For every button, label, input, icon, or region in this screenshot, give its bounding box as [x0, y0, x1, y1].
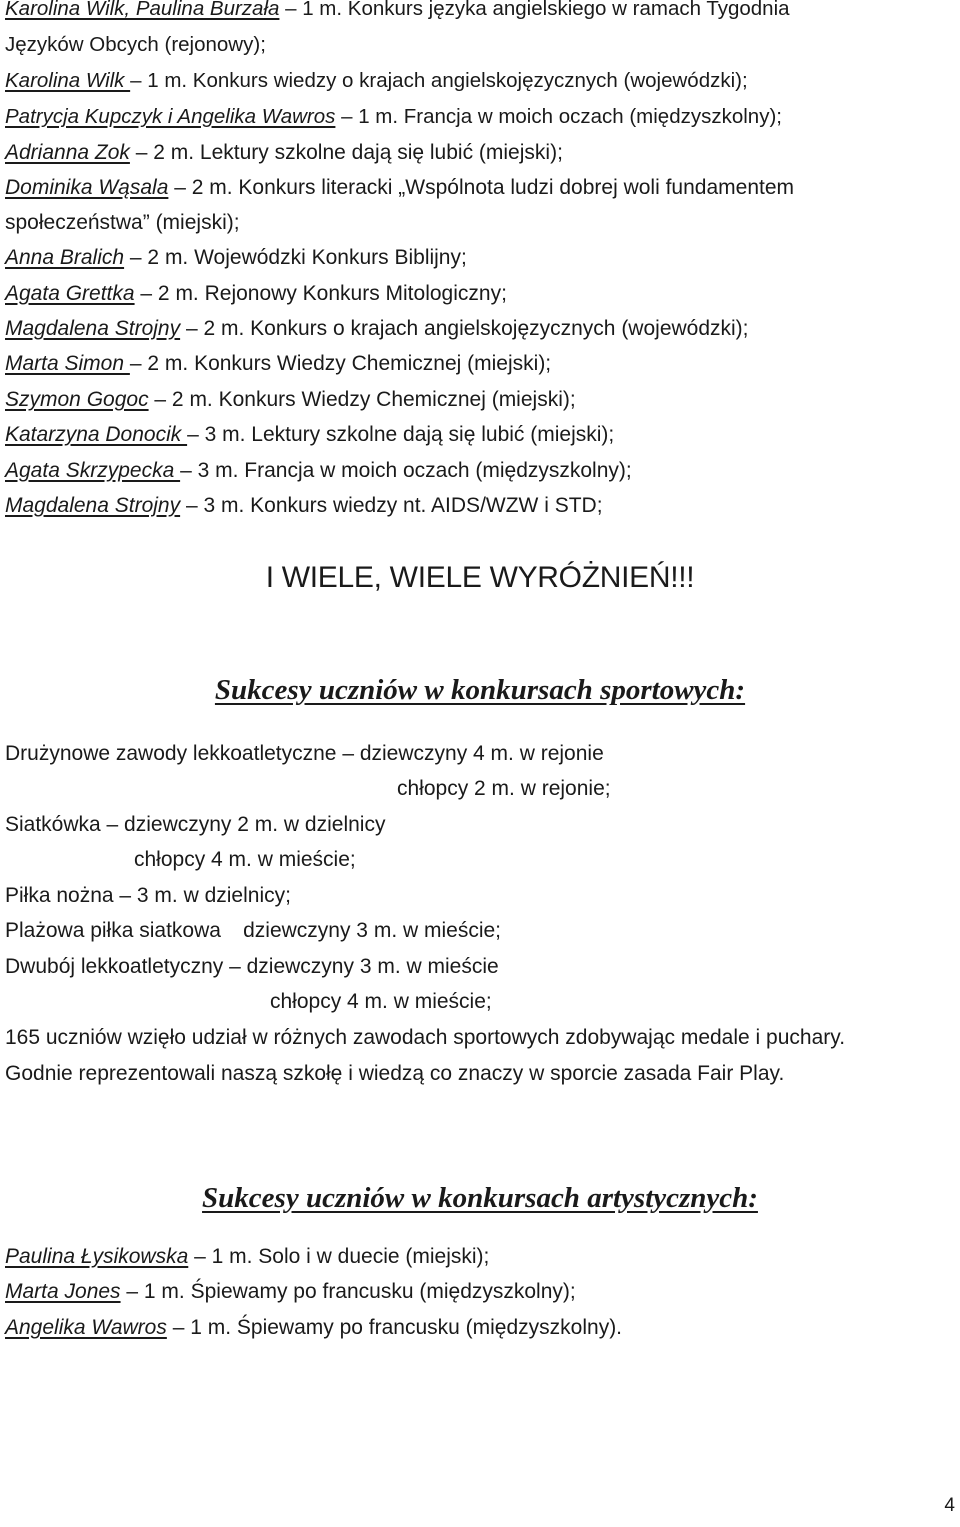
achievement-line — [5, 385, 940, 415]
achievement-text: – 2 m. Konkurs Wiedzy Chemicznej (miejski); — [129, 352, 552, 375]
achievement-text: Języków Obcych (rejonowy); — [5, 33, 266, 56]
student-name: Szymon Gogoc — [5, 388, 149, 411]
achievement-text: – 3 m. Lektury szkolne dają się lubić (miejski); — [187, 423, 615, 446]
achievement-line — [5, 173, 940, 203]
student-name: Karolina Wilk — [5, 69, 131, 92]
student-name: Katarzyna Donocik — [5, 423, 188, 446]
achievement-line — [5, 279, 940, 309]
sports-line: chłopcy 4 m. w mieście; — [270, 990, 492, 1013]
achievement-line — [5, 420, 940, 450]
student-name: Magdalena Strojny — [5, 494, 181, 517]
achievement-line — [5, 208, 940, 238]
many-awards-heading: I WIELE, WIELE WYRÓŻNIEŃ!!! — [265, 561, 695, 594]
student-name: Paulina Łysikowska — [5, 1245, 189, 1268]
achievement-text: – 2 m. Konkurs o krajach angielskojęzycznych (wojewódzki); — [180, 317, 749, 340]
achievement-line — [5, 138, 940, 168]
sports-line: Piłka nożna – 3 m. w dzielnicy; — [5, 884, 291, 907]
achievement-text: – 2 m. Konkurs literacki „Wspólnota ludzi dobrej woli fundamentem — [168, 176, 795, 199]
achievement-text: – 3 m. Konkurs wiedzy nt. AIDS/WZW i STD; — [180, 494, 603, 517]
sports-line: Dwubój lekkoatletyczny – dziewczyny 3 m. w mieście — [5, 955, 499, 978]
student-name: Angelika Wawros — [5, 1316, 167, 1339]
achievement-line — [5, 30, 940, 60]
sports-line: Siatkówka – dziewczyny 2 m. w dzielnicy — [5, 813, 386, 836]
achievement-text: – 3 m. Francja w moich oczach (międzyszkolny); — [180, 459, 632, 482]
arts-line — [5, 1242, 940, 1272]
arts-section-title: Sukcesy uczniów w konkursach artystycznych: — [202, 1182, 758, 1214]
achievement-text: – 1 m. Śpiewamy po francusku (międzyszkolny); — [120, 1280, 576, 1303]
student-name: Agata Grettka — [5, 282, 135, 305]
student-name: Marta Jones — [5, 1280, 121, 1303]
student-name: Adrianna Zok — [5, 141, 130, 164]
arts-line — [5, 1313, 940, 1343]
achievement-line — [5, 349, 940, 379]
achievement-line — [5, 0, 940, 24]
sports-line: Plażowa piłka siatkowa dziewczyny 3 m. w mieście; — [5, 919, 502, 942]
student-name: Patrycja Kupczyk i Angelika Wawros — [5, 105, 336, 128]
achievement-text: – 1 m. Konkurs języka angielskiego w ramach Tygodnia — [279, 0, 790, 20]
achievement-text: – 2 m. Wojewódzki Konkurs Biblijny; — [124, 246, 467, 269]
achievement-text: – 1 m. Solo i w duecie (miejski); — [188, 1245, 490, 1268]
achievement-text: – 1 m. Francja w moich oczach (międzyszkolny); — [335, 105, 782, 128]
achievement-text: – 1 m. Konkurs wiedzy o krajach angielskojęzycznych (wojewódzki); — [130, 69, 748, 92]
achievement-text: – 2 m. Rejonowy Konkurs Mitologiczny; — [134, 282, 507, 305]
achievement-text: – 1 m. Śpiewamy po francusku (międzyszkolny). — [166, 1316, 623, 1339]
sports-summary-line: 165 uczniów wzięło udział w różnych zawodach sportowych zdobywając medale i puchary. — [5, 1026, 846, 1049]
achievement-text: – 2 m. Lektury szkolne dają się lubić (miejski); — [129, 141, 563, 164]
achievement-line — [5, 314, 940, 344]
arts-line — [5, 1277, 940, 1307]
student-name: Marta Simon — [5, 352, 130, 375]
student-name: Anna Bralich — [5, 246, 125, 269]
sports-line: Drużynowe zawody lekkoatletyczne – dziewczyny 4 m. w rejonie — [5, 742, 604, 765]
student-name: Karolina Wilk, Paulina Burzała — [5, 0, 280, 20]
achievement-line — [5, 456, 940, 486]
achievement-line — [5, 491, 940, 521]
sports-line: chłopcy 4 m. w mieście; — [134, 848, 356, 871]
sports-line: chłopcy 2 m. w rejonie; — [397, 777, 611, 800]
sports-summary-line: Godnie reprezentowali naszą szkołę i wiedzą co znaczy w sporcie zasada Fair Play. — [5, 1062, 785, 1085]
student-name: Magdalena Strojny — [5, 317, 181, 340]
achievement-text: społeczeństwa” (miejski); — [5, 211, 240, 234]
achievement-line — [5, 66, 940, 96]
student-name: Agata Skrzypecka — [5, 459, 181, 482]
achievement-line — [5, 243, 940, 273]
sports-section-title: Sukcesy uczniów w konkursach sportowych: — [214, 674, 746, 706]
achievement-line — [5, 102, 940, 132]
achievement-text: – 2 m. Konkurs Wiedzy Chemicznej (miejski); — [148, 388, 576, 411]
student-name: Dominika Wąsala — [5, 176, 169, 199]
page-number: 4 — [944, 1495, 955, 1516]
